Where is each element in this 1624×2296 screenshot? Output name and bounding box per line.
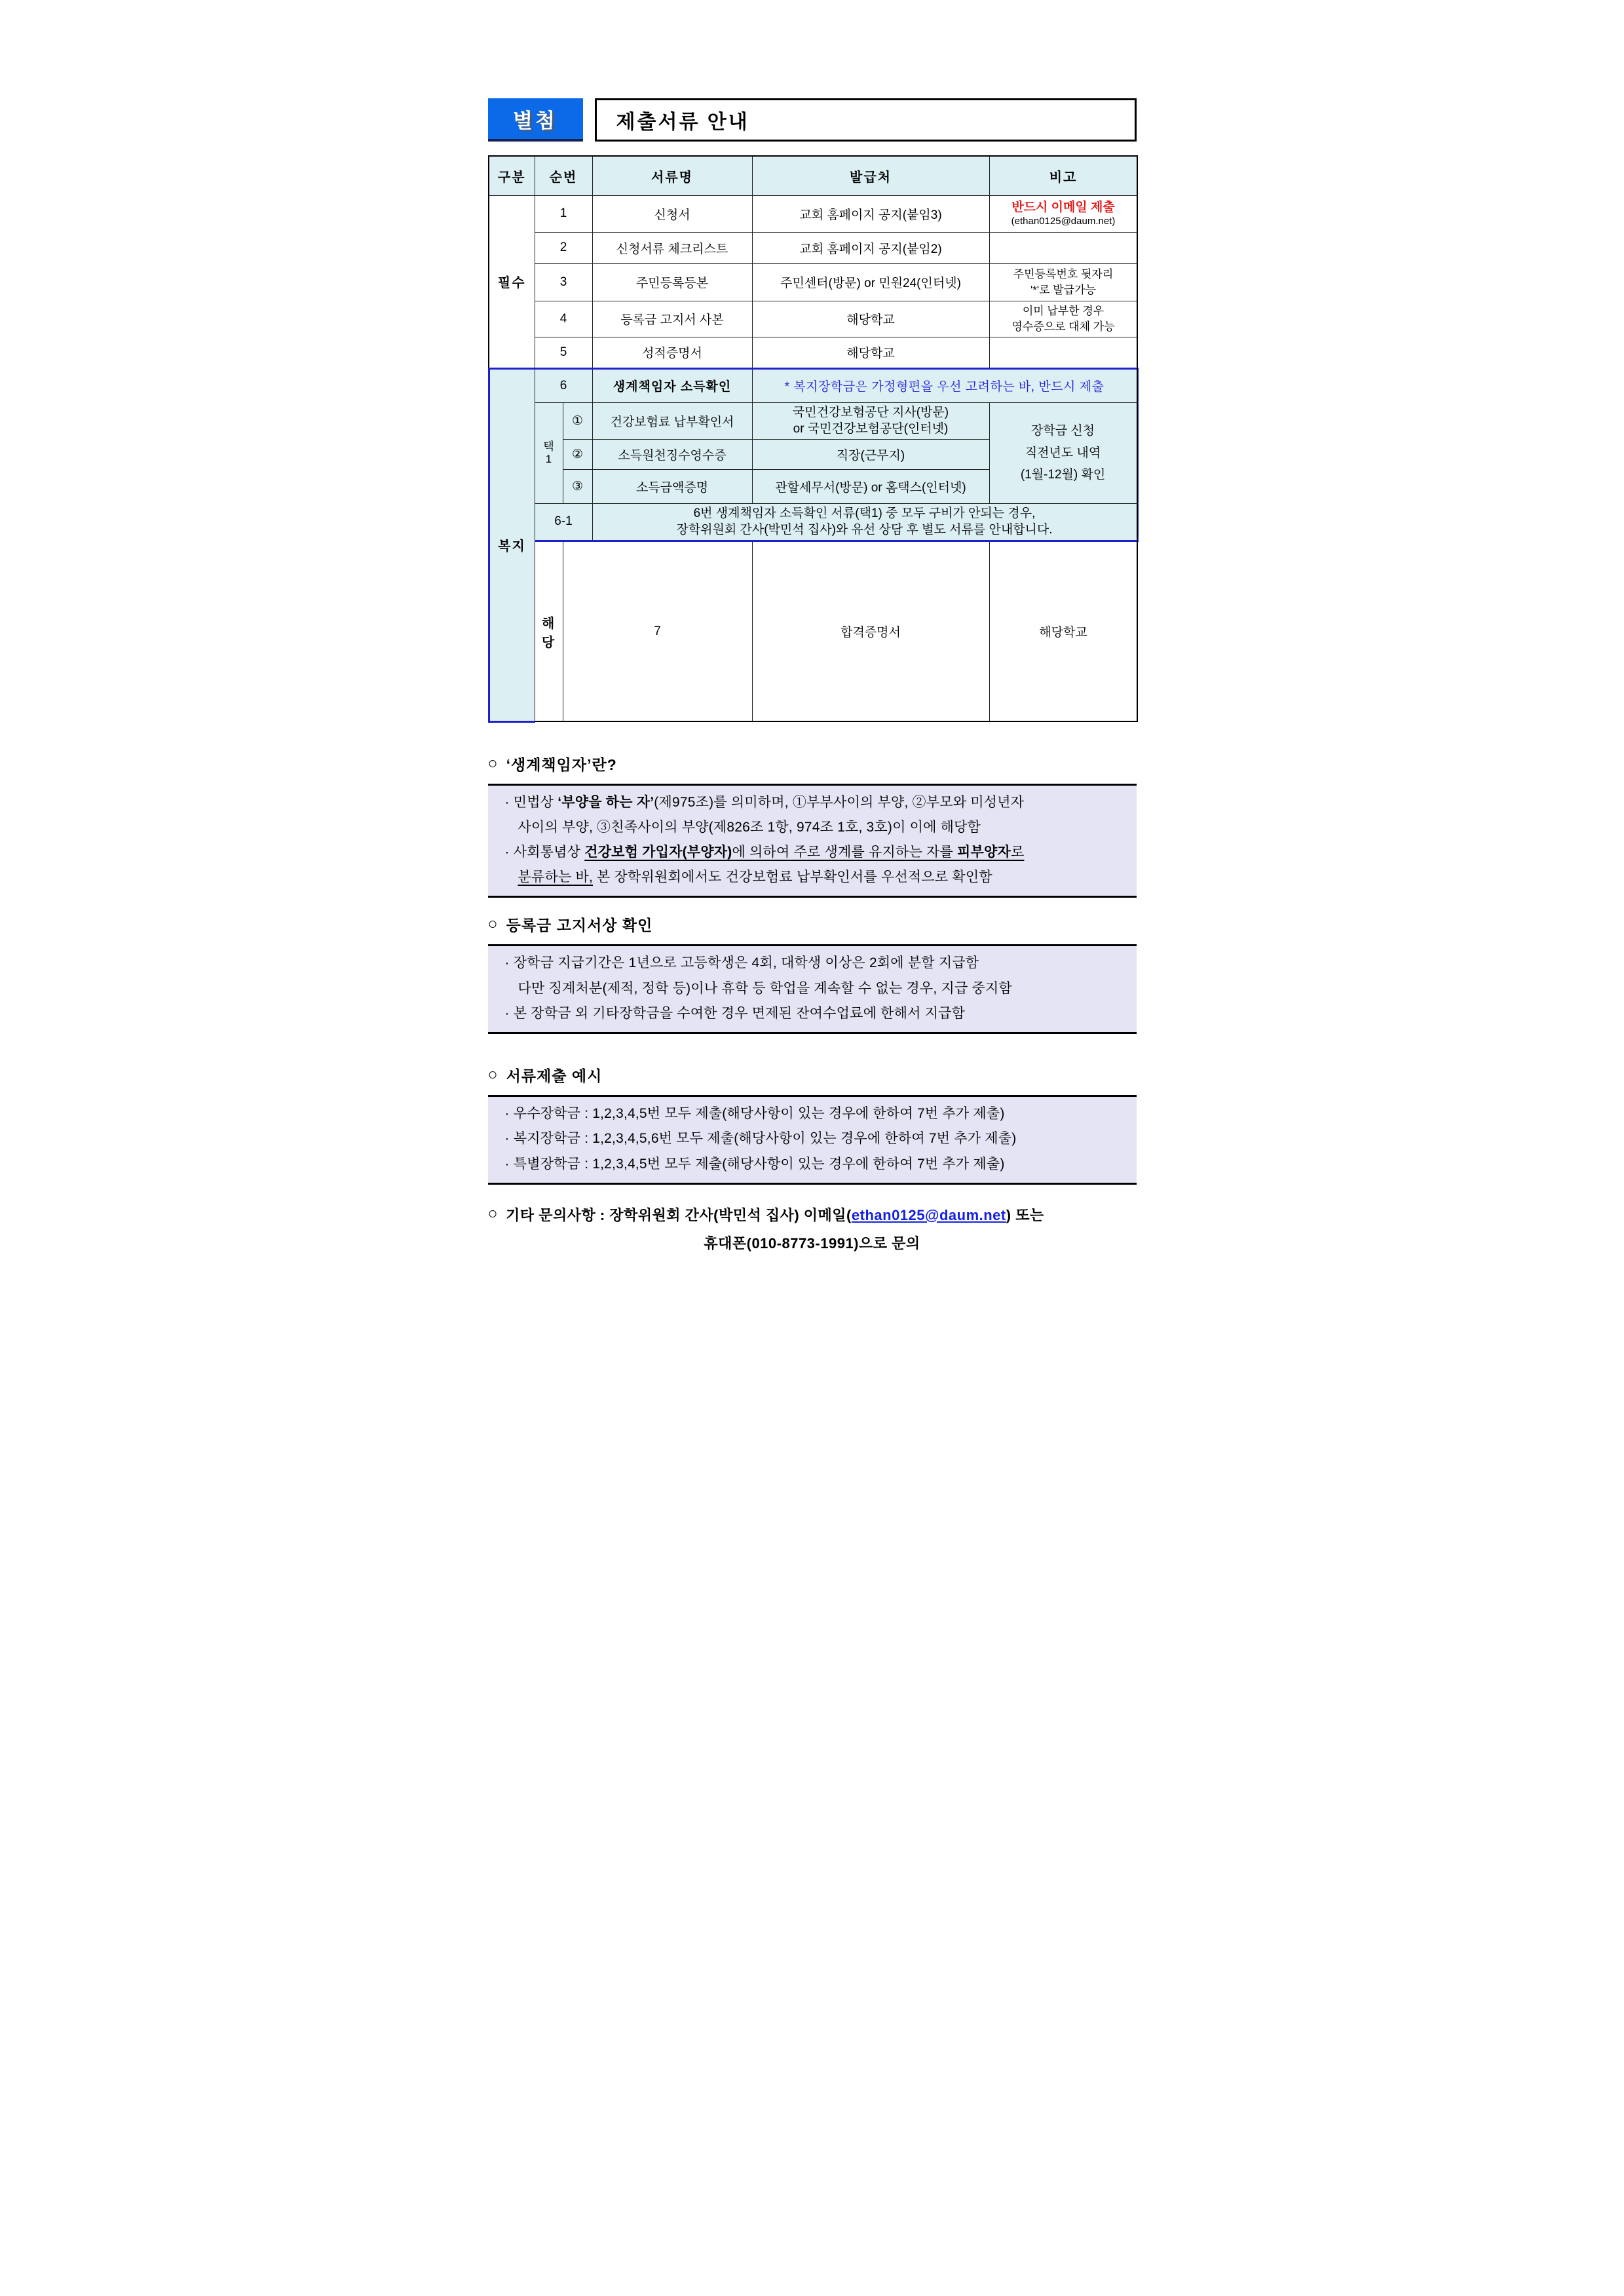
- issuer: 해당학교: [752, 337, 989, 368]
- choose-one-label: [535, 402, 563, 503]
- section-heading-text: ‘생계책임자’란?: [506, 756, 617, 773]
- section-heading-text: 서류제출 예시: [506, 1067, 603, 1085]
- circle-bullet-icon: ○: [487, 915, 499, 934]
- document-name: 건강보험료 납부확인서: [592, 402, 752, 439]
- col-header-remarks: 비고: [989, 156, 1137, 195]
- page-title: 제출서류 안내: [595, 98, 1137, 142]
- table-row: [489, 402, 1137, 439]
- table-header-row: [489, 156, 1137, 195]
- issuer: 직장(근무지): [752, 439, 989, 469]
- remark-line: '*'로 발급가능: [1030, 283, 1096, 296]
- remark-line: 주민등록번호 뒷자리: [1013, 267, 1114, 280]
- issuer: 교회 홈페이지 공지(붙임3): [752, 195, 989, 232]
- welfare-remarks: [989, 402, 1137, 503]
- issuer: [752, 402, 989, 439]
- submission-documents-table: [488, 155, 1139, 723]
- row-number: 1: [535, 195, 592, 232]
- remark-line: 이미 납부한 경우: [1022, 304, 1105, 317]
- group-welfare: 복지: [489, 368, 535, 721]
- row-number: 5: [535, 337, 592, 368]
- section-box-livelihood: [488, 784, 1137, 898]
- contact-line-1: [488, 1204, 1137, 1225]
- col-header-number: 순번: [535, 156, 592, 195]
- issuer: 교회 홈페이지 공지(붙임2): [752, 232, 989, 263]
- welfare-mandatory-note: * 복지장학금은 가정형편을 우선 고려하는 바, 반드시 제출: [752, 368, 1137, 402]
- text-line: · 민법상 ‘부양을 하는 자’(제975조)를 의미하며, ①부부사이의 부양, ②부모와 미성년자: [504, 794, 1025, 810]
- text-line: · 특별장학금 : 1,2,3,4,5번 모두 제출(해당사항이 있는 경우에 한하여 7번 추가 제출): [504, 1156, 1005, 1172]
- guidance-line: 장학위원회 간사(박민석 집사)와 유선 상담 후 별도 서류를 안내합니다.: [676, 523, 1053, 537]
- attachment-badge: 별첨: [488, 98, 583, 142]
- issuer: 해당학교: [989, 541, 1137, 722]
- document-name: 주민등록등본: [592, 263, 752, 301]
- row-number: 6-1: [535, 503, 592, 541]
- table-row: [489, 368, 1137, 402]
- document-name: 소득원천징수영수증: [592, 439, 752, 469]
- row-number: ③: [563, 469, 592, 503]
- fallback-guidance: [592, 503, 1137, 541]
- contact-line-2: 휴대폰(010-8773-1991)으로 문의: [704, 1234, 920, 1252]
- table-row: [489, 195, 1137, 232]
- text-line: · 복지장학금 : 1,2,3,4,5,6번 모두 제출(해당사항이 있는 경우에 한하여 7번 추가 제출): [504, 1131, 1017, 1147]
- text-line: 사이의 부양, ③친족사이의 부양(제826조 1항, 974조 1호, 3호)이 이에 해당함: [518, 819, 981, 835]
- table-row: [489, 263, 1137, 301]
- contact-text: 기타 문의사항 : 장학위원회 간사(박민석 집사) 이메일(ethan0125@daum.net) 또는: [506, 1206, 1044, 1223]
- row-number: ②: [563, 439, 592, 469]
- circle-bullet-icon: ○: [487, 1204, 499, 1223]
- contact-email-link[interactable]: ethan0125@daum.net: [851, 1206, 1006, 1223]
- section-box-examples: [488, 1095, 1137, 1185]
- section-heading-tuition: [488, 913, 1137, 935]
- document-name: 성적증명서: [592, 337, 752, 368]
- issuer-line: or 국민건강보험공단(인터넷): [793, 422, 949, 436]
- section-heading-text: 등록금 고지서상 확인: [506, 917, 653, 934]
- section-heading-livelihood: [488, 753, 1137, 775]
- col-header-document: 서류명: [592, 156, 752, 195]
- document-name: 생계책임자 소득확인: [592, 368, 752, 402]
- remarks: [989, 195, 1137, 232]
- section-heading-examples: [488, 1064, 1137, 1086]
- group-applicable: 해당: [535, 541, 563, 722]
- choose-label-line: 택: [543, 440, 554, 453]
- remark-line: 장학금 신청: [1030, 424, 1095, 438]
- document-name: 합격증명서: [752, 541, 989, 722]
- section-box-tuition: [488, 944, 1137, 1034]
- circle-bullet-icon: ○: [487, 754, 499, 773]
- email-address-note: (ethan0125@daum.net): [1011, 215, 1116, 227]
- row-number: 2: [535, 232, 592, 263]
- circle-bullet-icon: ○: [487, 1065, 499, 1084]
- col-header-category: 구분: [489, 156, 535, 195]
- remark-line: 영수증으로 대체 가능: [1011, 320, 1115, 333]
- issuer-line: 국민건강보험공단 지사(방문): [792, 405, 949, 419]
- issuer: 해당학교: [752, 301, 989, 337]
- text-line: 분류하는 바, 본 장학위원회에서도 건강보험료 납부확인서를 우선적으로 확인함: [518, 870, 992, 885]
- row-number: 3: [535, 263, 592, 301]
- text-line: · 본 장학금 외 기타장학금을 수여한 경우 면제된 잔여수업료에 한해서 지급함: [504, 1005, 966, 1021]
- text-line: · 우수장학금 : 1,2,3,4,5번 모두 제출(해당사항이 있는 경우에 한하여 7번 추가 제출): [504, 1106, 1005, 1122]
- issuer: 주민센터(방문) or 민원24(인터넷): [752, 263, 989, 301]
- document-name: 소득금액증명: [592, 469, 752, 503]
- text-line: · 사회통념상 건강보험 가입자(부양자)에 의하여 주로 생계를 유지하는 자를 피부양자로: [504, 845, 1025, 860]
- document-name: 등록금 고지서 사본: [592, 301, 752, 337]
- remark-line: 직전년도 내역: [1025, 446, 1101, 460]
- remarks: [989, 263, 1137, 301]
- guidance-line: 6번 생계책임자 소득확인 서류(택1) 중 모두 구비가 안되는 경우,: [693, 506, 1036, 520]
- choose-label-line: 1: [545, 453, 552, 466]
- table-row: [489, 301, 1137, 337]
- document-name: 신청서: [592, 195, 752, 232]
- row-number: 7: [563, 541, 752, 722]
- remarks: [989, 337, 1137, 368]
- col-header-issuer: 발급처: [752, 156, 989, 195]
- row-number: 4: [535, 301, 592, 337]
- text-line: 다만 징계처분(제적, 정학 등)이나 휴학 등 학업을 계속할 수 없는 경우, 지급 중지함: [518, 980, 1012, 996]
- table-row: [489, 541, 1137, 722]
- document-page: [406, 0, 1218, 1252]
- contact-section: [488, 1204, 1137, 1253]
- remarks: [989, 301, 1137, 337]
- row-number: ①: [563, 402, 592, 439]
- document-name: 신청서류 체크리스트: [592, 232, 752, 263]
- table-row: [489, 337, 1137, 368]
- table-row: [489, 232, 1137, 263]
- text-line: · 장학금 지급기간은 1년으로 고등학생은 4회, 대학생 이상은 2회에 분할 지급함: [504, 955, 979, 971]
- issuer: 관할세무서(방문) or 홈택스(인터넷): [752, 469, 989, 503]
- email-required-note: 반드시 이메일 제출: [1011, 201, 1115, 215]
- table-row: [489, 503, 1137, 541]
- remark-line: (1월-12월) 확인: [1020, 467, 1106, 482]
- title-bar: [488, 98, 1137, 142]
- row-number: 6: [535, 368, 592, 402]
- group-required: 필수: [489, 195, 535, 368]
- remarks: [989, 232, 1137, 263]
